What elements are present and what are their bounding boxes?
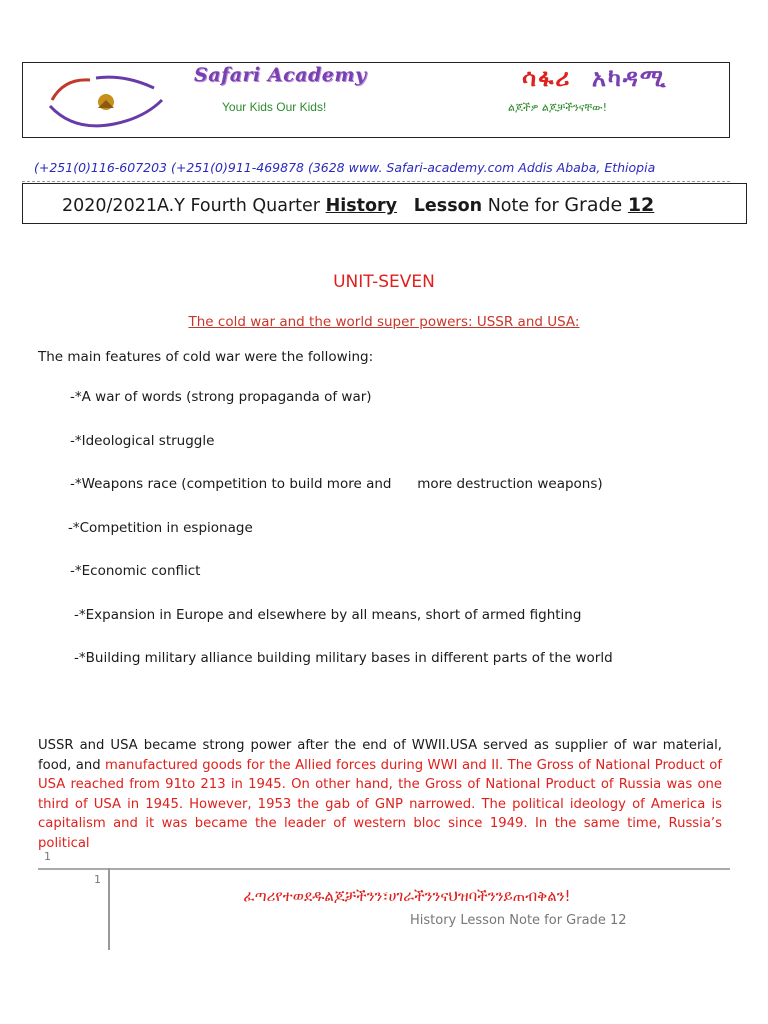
body-paragraph (38, 736, 722, 854)
title-lesson: Lesson (413, 196, 483, 216)
document-title (62, 194, 654, 216)
feature-item: -*A war of words (strong propaganda of war) (70, 389, 372, 405)
paragraph-part-1: USSR and USA became strong power after the end of WWII.USA served as supplier of war material, food, and (38, 738, 722, 773)
brand-am-word-2: አካዳሚ (591, 64, 668, 92)
footer-divider (38, 868, 730, 870)
unit-heading: UNIT-SEVEN (333, 272, 435, 292)
paragraph-part-2: manufactured goods for the Allied forces during WWI and II. The Gross of National Product of USA reached from 91to 213 in 1945. On other hand, the Gross of National Product of Russia was one third of USA in 1945. However, 1953 the gab of GNP narrowed. The political ideology of America is capitalism and it was became the leader of western bloc since 1949. In the same time, Russia’s political (38, 757, 722, 851)
feature-item: -*Economic conflict (70, 563, 201, 579)
title-grade-number: 12 (627, 194, 655, 216)
safari-academy-logo (44, 70, 170, 134)
brand-am-word-1: ሳፋሪ (522, 64, 572, 92)
footer-motto-amharic: ፈጣሪየተወደዱልጆቻችንን፣ሀገራችንንናህዝባችንንይጠብቅልን! (243, 887, 571, 905)
footer-note: History Lesson Note for Grade 12 (410, 913, 627, 928)
brand-name-english: Safari Academy (194, 64, 367, 86)
title-subject: History (325, 196, 398, 216)
page-number: 1 (44, 850, 51, 863)
footer-vertical-divider (108, 868, 110, 950)
title-grade-word: Grade (564, 194, 623, 216)
feature-item: -*Building military alliance building military bases in different parts of the world (74, 650, 613, 666)
unit-subheading: The cold war and the world super powers: USSR and USA: (188, 314, 580, 330)
title-note-for: Note for (482, 196, 565, 216)
slogan-english: Your Kids Our Kids! (222, 100, 327, 114)
feature-item: -*Expansion in Europe and elsewhere by all means, short of armed fighting (74, 607, 582, 623)
slogan-amharic: ልጆችዎ ልጆቻችንናቸው! (508, 101, 608, 114)
intro-text: The main features of cold war were the following: (38, 349, 374, 365)
title-prefix: 2020/2021A.Y Fourth Quarter (62, 196, 326, 216)
brand-name-amharic (522, 64, 668, 92)
contact-info: (+251(0)116-607203 (+251(0)911-469878 (3628 www. Safari-academy.com Addis Ababa, Ethiopia (34, 160, 656, 175)
feature-item: -*Weapons race (competition to build more and more destruction weapons) (70, 476, 603, 492)
feature-item: -*Competition in espionage (68, 520, 253, 536)
feature-item: -*Ideological struggle (70, 433, 215, 449)
contact-divider (22, 181, 730, 182)
footer-page-number: 1 (94, 873, 101, 886)
